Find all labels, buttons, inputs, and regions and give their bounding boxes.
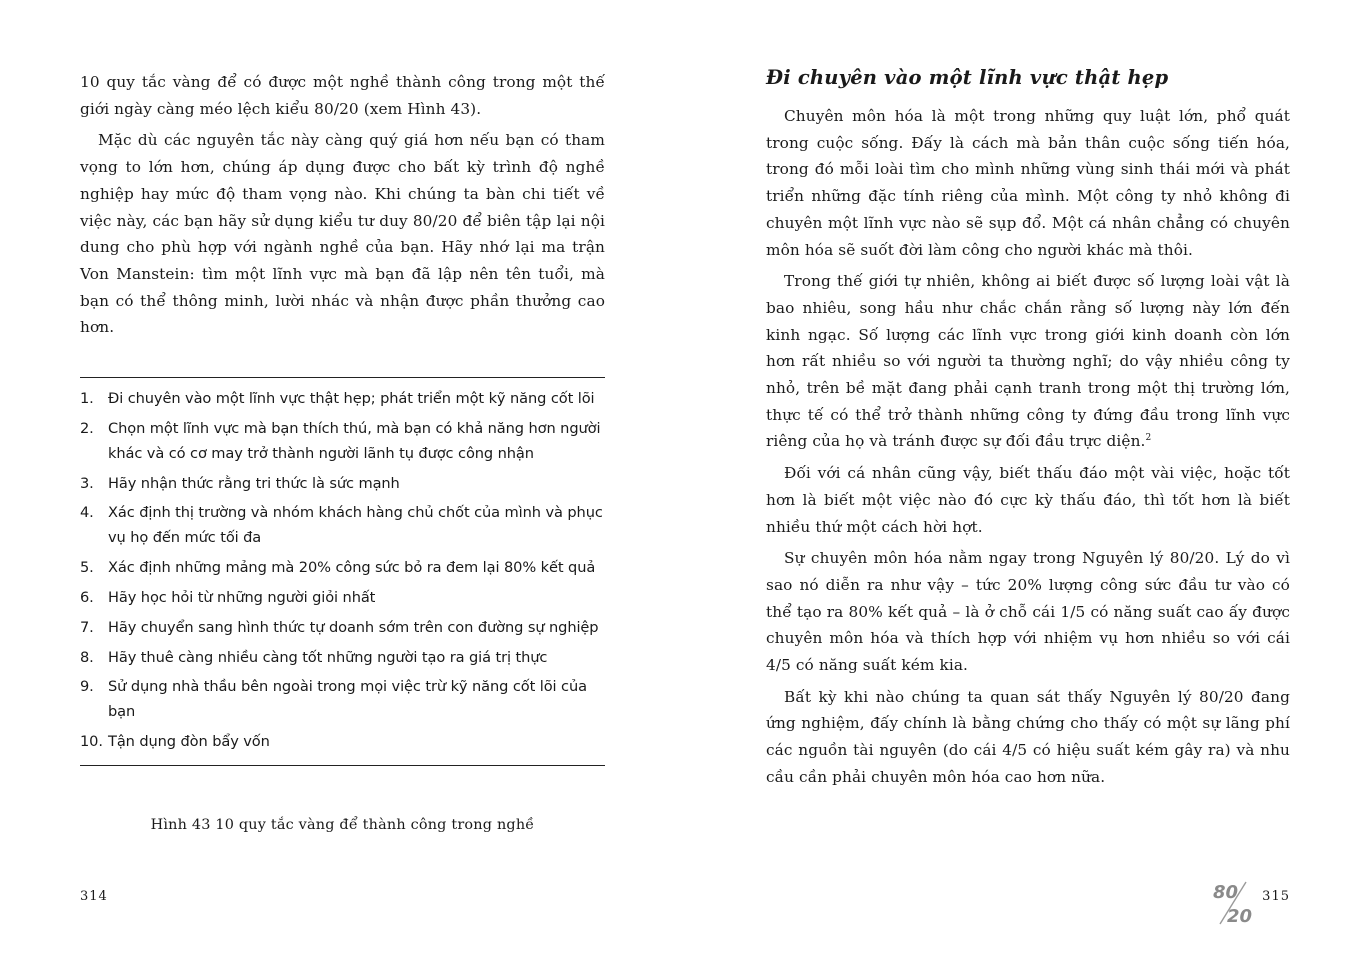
paragraph: Bất kỳ khi nào chúng ta quan sát thấy Nguyên lý 80/20 đang ứng nghiệm, đấy chính là bằng chứng cho thấy có một sự lãng phí các nguồn tài nguyên (do cái 4/5 có hiệu suất kém gây ra) và nhu cầu cần phải chuyên môn hóa cao hơn nữa. bbox=[766, 687, 1290, 786]
rule-number: 4. bbox=[80, 504, 94, 522]
rule-text: Hãy học hỏi từ những người giỏi nhất bbox=[108, 588, 376, 606]
rule-text: Tận dụng đòn bẩy vốn bbox=[108, 733, 270, 751]
rule-text: Xác định những mảng mà 20% công sức bỏ ra đem lại 80% kết quả bbox=[108, 559, 596, 577]
rule-number: 7. bbox=[80, 618, 94, 636]
figure-43-box bbox=[80, 377, 605, 766]
rule-number: 1. bbox=[80, 390, 94, 407]
rule-text: Hãy thuê càng nhiều càng tốt những người tạo ra giá trị thực bbox=[108, 648, 548, 666]
rule-text: Xác định thị trường và nhóm khách hàng chủ chốt của mình và phục vụ họ đến mức tối đa bbox=[108, 504, 603, 547]
rule-number: 5. bbox=[80, 559, 94, 577]
paragraph: 10 quy tắc vàng để có được một nghề thành công trong một thế giới ngày càng méo lệch kiểu 80/20 (xem Hình 43). bbox=[80, 73, 605, 118]
rule-item bbox=[80, 645, 605, 670]
rule-item bbox=[80, 471, 605, 496]
rule-number: 6. bbox=[80, 588, 94, 606]
rule-number: 8. bbox=[80, 648, 94, 666]
rule-number: 3. bbox=[80, 474, 94, 492]
paragraph: Mặc dù các nguyên tắc này càng quý giá hơn nếu bạn có tham vọng to lớn hơn, chúng áp dụng được cho bất kỳ trình độ nghề nghiệp hay mức độ tham vọng nào. Khi chúng ta bàn chi tiết về việc này, các bạn hãy sử dụng kiểu tư duy 80/20 để biên tập lại nội dung cho phù hợp với ngành nghề của bạn. Hãy nhớ lại ma trận Von Manstein: tìm một lĩnh vực mà bạn đã lập nên tên tuổi, mà bạn có thể thông minh, lười nhác và nhận được phần thưởng cao hơn. bbox=[80, 131, 605, 337]
rule-item bbox=[80, 555, 605, 580]
right-page-body bbox=[766, 103, 1290, 796]
rule-text: Hãy nhận thức rằng tri thức là sức mạnh bbox=[108, 474, 400, 492]
left-page-body bbox=[80, 69, 605, 346]
rule-item bbox=[80, 615, 605, 640]
rule-text: Sử dụng nhà thầu bên ngoài trong mọi việc trừ kỹ năng cốt lõi của bạn bbox=[108, 678, 587, 721]
paragraph: Đối với cá nhân cũng vậy, biết thấu đáo một vài việc, hoặc tốt hơn là biết một việc nào đó cực kỳ thấu đáo, thì tốt hơn là biết nhiều thứ một cách hời hợt. bbox=[766, 464, 1290, 536]
rule-item bbox=[80, 674, 605, 724]
rule-number: 2. bbox=[80, 419, 94, 437]
rule-item bbox=[80, 386, 605, 411]
paragraph bbox=[766, 268, 1290, 455]
logo-top-number: 80 bbox=[1213, 882, 1239, 903]
80-20-logo bbox=[1212, 880, 1264, 926]
rule-item bbox=[80, 585, 605, 610]
page-number: 315 bbox=[1262, 889, 1290, 904]
paragraph: Sự chuyên môn hóa nằm ngay trong Nguyên lý 80/20. Lý do vì sao nó diễn ra như vậy – tức 20% lượng công sức đầu tư vào có thể tạo ra 80% kết quả – là ở chỗ cái 1/5 có năng suất cao ấy được chuyên môn hóa và thích hợp với nhiệm vụ hơn nhiều so với cái 4/5 có năng suất kém kia. bbox=[766, 549, 1290, 675]
logo-bottom-number: 20 bbox=[1227, 906, 1253, 926]
paragraph: Chuyên môn hóa là một trong những quy luật lớn, phổ quát trong cuộc sống. Đấy là cách mà bản thân cuộc sống tiến hóa, trong đó mỗi loài tìm cho mình những vùng sinh thái mới và phát triển những đặc tính riêng của mình. Một công ty nhỏ không đi chuyên một lĩnh vực nào sẽ sụp đổ. Một cá nhân chẳng có chuyên môn hóa sẽ suốt đời làm công cho người khác mà thôi. bbox=[766, 107, 1290, 259]
footnote-reference: 2 bbox=[1145, 433, 1152, 444]
rule-item bbox=[80, 500, 605, 550]
rule-text: Hãy chuyển sang hình thức tự doanh sớm trên con đường sự nghiệp bbox=[108, 618, 599, 636]
section-heading: Đi chuyên vào một lĩnh vực thật hẹp bbox=[766, 66, 1169, 89]
paragraph-text: Trong thế giới tự nhiên, không ai biết được số lượng loài vật là bao nhiêu, song hầu như chắc chắn rằng số lượng này lớn đến kinh ngạc. Số lượng các lĩnh vực trong giới kinh doanh còn lớn hơn rất nhiều so với người ta thường nghĩ; do vậy nhiều công ty nhỏ, trên bề mặt đang phải cạnh tranh trong một thị trường lớn, thực tế có thể trở thành những công ty đứng đầu trong lĩnh vực riêng của họ và tránh được sự đối đầu trực diện. bbox=[766, 272, 1290, 451]
rule-number: 9. bbox=[80, 678, 94, 696]
rule-number: 10. bbox=[80, 733, 103, 751]
rule-item bbox=[80, 416, 605, 466]
golden-rules-list bbox=[80, 386, 605, 754]
page-number: 314 bbox=[80, 889, 108, 904]
left-page bbox=[80, 0, 605, 969]
rule-text: Chọn một lĩnh vực mà bạn thích thú, mà bạn có khả năng hơn người khác và có cơ may trở thành người lãnh tụ được công nhận bbox=[108, 419, 601, 462]
rule-item bbox=[80, 729, 605, 754]
figure-caption: Hình 43 10 quy tắc vàng để thành công trong nghề bbox=[150, 817, 535, 833]
rule-text: Đi chuyên vào một lĩnh vực thật hẹp; phát triển một kỹ năng cốt lõi bbox=[108, 390, 595, 407]
right-page bbox=[766, 0, 1290, 969]
